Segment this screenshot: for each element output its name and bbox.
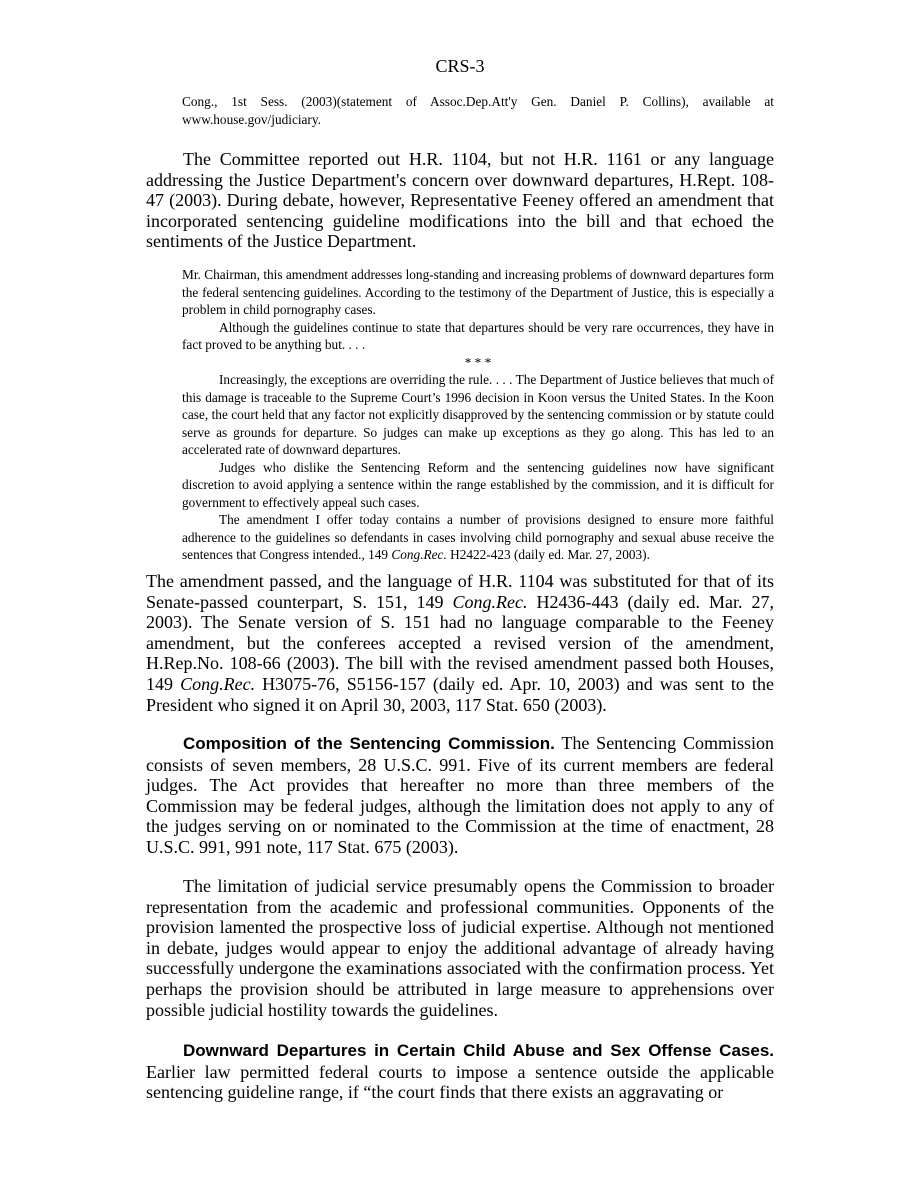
block-quote-feeney bbox=[182, 266, 774, 564]
para2-part-b: H2436-443 (daily ed. Mar. 27, 2003). The Senate version of S. 151 had no language comparable to the Feeney amendment, but the conferees accepted a revised version of the amendment, H.Rep.No. 108-66 (2003). The bill with the revised amendment passed both Houses, 149 bbox=[146, 591, 775, 694]
page-number-header: CRS-3 bbox=[435, 56, 485, 76]
section-downward-departures-text: Earlier law permitted federal courts to impose a sentence outside the applicable sentencing guideline range, if “the court finds that there exists an aggravating or bbox=[146, 1061, 774, 1103]
paragraph-judicial-limitation: The limitation of judicial service presumably opens the Commission to broader representation from the academic and professional communities. Opponents of the provision lamented the prospective loss of judicial expertise. Although not mentioned in debate, judges would appear to enjoy the additional advantage of already having successfully undergone the examinations associated with the confirmation process. Yet perhaps the provision should be attributed in large measure to apprehensions over possible judicial hostility towards the guidelines. bbox=[146, 876, 774, 1020]
section-composition-text: The Sentencing Commission consists of seven members, 28 U.S.C. 991. Five of its current members are federal judges. The Act provides that hereafter no more than three members of the Commission may be federal judges, although the limitation does not apply to any of the judges serving on or nominated to the Commission at the time of enactment, 28 U.S.C. 991, 991 note, 117 Stat. 675 (2003). bbox=[146, 733, 774, 857]
paragraph-committee-report: The Committee reported out H.R. 1104, but not H.R. 1161 or any language addressing the Justice Department's concern over downward departures, H.Rept. 108-47 (2003). During debate, however, Representative Feeney offered an amendment that incorporated sentencing guideline modifications into the bill and that echoed the sentiments of the Justice Department. bbox=[146, 149, 774, 252]
quote-paragraph-3: Increasingly, the exceptions are overriding the rule. . . . The Department of Justice believes that much of this damage is traceable to the Supreme Court’s 1996 decision in Koon versus the United States. In the Koon case, the court held that any factor not explicitly disapproved by the sentencing commission or by statute could serve as grounds for departure. So judges can make up exceptions as they go along. This has led to an accelerated rate of downward departures. bbox=[182, 372, 774, 457]
section-composition bbox=[146, 733, 774, 858]
para2-part-a: The amendment passed, and the language of H.R. 1104 was substituted for that of its Senate-passed counterpart, S. 151, 149 bbox=[146, 571, 774, 612]
quote-paragraph-4: Judges who dislike the Sentencing Reform and the sentencing guidelines now have significant discretion to avoid applying a sentence within the range established by the commission, and it is difficult for government to effectively appeal such cases. bbox=[182, 459, 774, 510]
para2-part-c: H3075-76, S5156-157 (daily ed. Apr. 10, 2003) and was sent to the President who signed it on April 30, 2003, 117 Stat. 650 (2003). bbox=[146, 673, 775, 715]
paragraph-amendment-passed bbox=[146, 571, 774, 715]
quote-paragraph-1: Mr. Chairman, this amendment addresses long-standing and increasing problems of downward departures form the federal sentencing guidelines. According to the testimony of the Department of Justice, this is especially a problem in child pornography cases. bbox=[182, 267, 774, 317]
para2-citation-1: Cong.Rec. bbox=[452, 591, 528, 612]
quote-p5-citation: Cong.Rec. bbox=[391, 547, 447, 562]
quote-paragraph-5 bbox=[182, 511, 774, 564]
section-heading-composition: Composition of the Sentencing Commission. bbox=[183, 734, 555, 753]
para2-citation-2: Cong.Rec. bbox=[180, 673, 256, 694]
section-downward-departures bbox=[146, 1040, 774, 1103]
quote-paragraph-2: Although the guidelines continue to state that departures should be very rare occurrences, they have in fact proved to be anything but. . . . bbox=[182, 319, 774, 352]
section-heading-downward-departures: Downward Departures in Certain Child Abuse and Sex Offense Cases. bbox=[183, 1041, 774, 1060]
quote-ellipsis-stars: * * * bbox=[464, 354, 492, 370]
footnote-continuation: Cong., 1st Sess. (2003)(statement of Assoc.Dep.Att'y Gen. Daniel P. Collins), available at www.house.gov/judiciary. bbox=[182, 94, 774, 127]
quote-p5-text: The amendment I offer today contains a number of provisions designed to ensure more faithful adherence to the guidelines so defendants in cases involving child pornography and sexual abuse receive the sentences that Congress intended., 149 bbox=[182, 512, 774, 562]
quote-p5-text-end: H2422-423 (daily ed. Mar. 27, 2003). bbox=[446, 547, 650, 562]
